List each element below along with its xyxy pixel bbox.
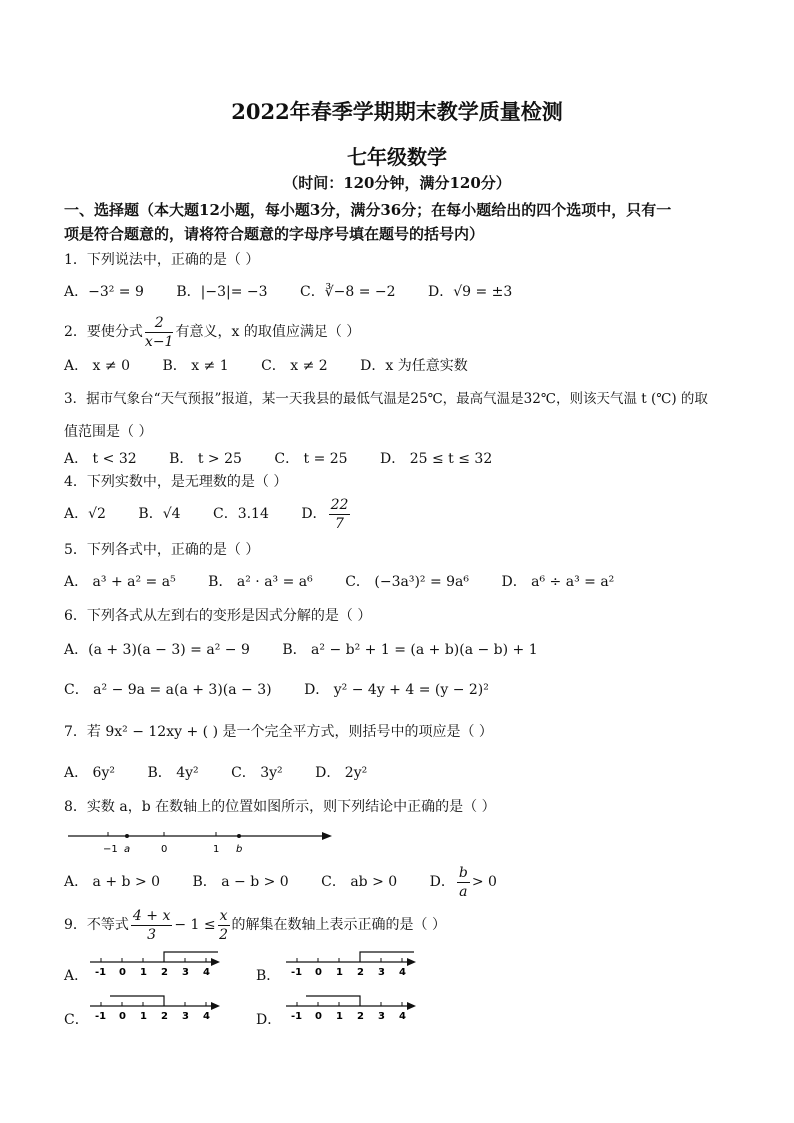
q2-frac-den: x−1 xyxy=(144,333,174,350)
q1-stem: 1．下列说法中，正确的是（ ） xyxy=(64,252,260,268)
q6-option-a[interactable]: A．(a + 3)(a − 3) = a² − 9 xyxy=(64,642,250,658)
q9-stem xyxy=(64,905,446,945)
q9a-tick-label: 4 xyxy=(203,967,210,978)
q8-label-neg1: −1 xyxy=(103,844,118,855)
exam-title: 2022年春季学期期末教学质量检测 xyxy=(231,99,563,124)
q8-stem: 8．实数 a，b 在数轴上的位置如图所示，则下列结论中正确的是（ ） xyxy=(64,799,496,815)
q9c-tick-label: 4 xyxy=(203,1011,210,1022)
q9-frac2-den: 2 xyxy=(219,926,229,943)
q7-stem: 7．若 9x² − 12xy + ( ) 是一个完全平方式，则括号中的项应是（ ） xyxy=(64,724,493,740)
subject-title: 七年级数学 xyxy=(347,145,447,169)
q9a-tick-label: 2 xyxy=(161,967,168,978)
q3-options xyxy=(64,449,520,469)
q6-option-b[interactable]: B． a² − b² + 1 = (a + b)(a − b) + 1 xyxy=(282,642,538,658)
q9-mid: − 1 ≤ xyxy=(174,917,216,933)
q9d-tick-label: 1 xyxy=(336,1011,343,1022)
q9-option-b-label[interactable]: B． xyxy=(256,968,281,984)
q9d-arrow-icon xyxy=(407,1002,416,1010)
q9a-arrow-icon xyxy=(211,958,220,966)
q9b-tick-label: 0 xyxy=(315,967,322,978)
q9-fraction-1 xyxy=(131,907,172,944)
q9a-tick-label: 0 xyxy=(119,967,126,978)
section1-instructions-line2: 项是符合题意的，请将符合题意的字母序号填在题号的括号内） xyxy=(64,225,485,243)
q9-option-d-number-line xyxy=(284,992,424,1024)
q2-fraction xyxy=(145,314,174,351)
q1-option-b[interactable]: B．|−3|= −3 xyxy=(176,284,268,300)
q9b-solution-bracket xyxy=(360,952,414,962)
q5-option-d[interactable]: D． a⁶ ÷ a³ = a² xyxy=(501,574,615,590)
q2-option-b[interactable]: B． x ≠ 1 xyxy=(162,358,229,374)
q9a-tick-label: -1 xyxy=(95,967,107,978)
q4-option-d[interactable] xyxy=(301,496,352,532)
q9c-solution-bracket xyxy=(110,996,164,1006)
q9a-tick-label: 1 xyxy=(140,967,147,978)
q5-option-b[interactable]: B． a² · a³ = a⁶ xyxy=(208,574,313,590)
q4-d-num: 22 xyxy=(330,496,349,513)
q9c-arrow-icon xyxy=(211,1002,220,1010)
q9-stem-post: 的解集在数轴上表示正确的是（ ） xyxy=(231,917,446,933)
q8-option-b[interactable]: B． a − b > 0 xyxy=(192,874,289,890)
q1-option-c[interactable]: C．∛−8 = −2 xyxy=(300,284,396,300)
q8-number-line xyxy=(64,826,344,856)
q2-option-d[interactable]: D．x 为任意实数 xyxy=(360,358,468,374)
q9b-tick-label: 1 xyxy=(336,967,343,978)
q7-option-b[interactable]: B． 4y² xyxy=(147,765,199,781)
section1-instructions-line1: 一、选择题（本大题12小题，每小题3分，满分36分；在每小题给出的四个选项中，只有一 xyxy=(64,201,672,219)
q1-option-a[interactable]: A．−3² = 9 xyxy=(64,284,144,300)
q9-option-c-number-line xyxy=(88,992,228,1024)
q7-option-c[interactable]: C． 3y² xyxy=(231,765,283,781)
q9a-tick-label: 3 xyxy=(182,967,189,978)
q8-option-d-fraction xyxy=(457,864,470,901)
q9c-tick-label: 3 xyxy=(182,1011,189,1022)
q9b-arrow-icon xyxy=(407,958,416,966)
q8-option-c[interactable]: C． ab > 0 xyxy=(321,874,398,890)
q8-d-num: b xyxy=(458,864,468,881)
q9d-solution-bracket xyxy=(306,996,360,1006)
q8-label-b: b xyxy=(236,844,243,855)
q9b-tick-label: 3 xyxy=(378,967,385,978)
q3-option-d[interactable]: D． 25 ≤ t ≤ 32 xyxy=(380,451,493,467)
q9-option-a-label[interactable]: A． xyxy=(64,968,89,984)
q9b-tick-label: -1 xyxy=(291,967,303,978)
q2-stem xyxy=(64,312,360,352)
q9-fraction-2 xyxy=(218,907,230,944)
q9-frac1-num: 4 + x xyxy=(132,907,171,924)
q9d-tick-label: 4 xyxy=(399,1011,406,1022)
q6-options-row1 xyxy=(64,640,566,660)
q9-option-c-label[interactable]: C． xyxy=(64,1012,89,1028)
q9c-tick-label: 1 xyxy=(140,1011,147,1022)
q5-option-a[interactable]: A． a³ + a² = a⁵ xyxy=(64,574,176,590)
q9-stem-pre: 9．不等式 xyxy=(64,917,129,933)
q8-point-a xyxy=(125,834,129,838)
q9c-tick-label: 2 xyxy=(161,1011,168,1022)
q9d-tick-label: 3 xyxy=(378,1011,385,1022)
q9c-tick-label: -1 xyxy=(95,1011,107,1022)
q1-option-d[interactable]: D．√9 = ±3 xyxy=(428,284,513,300)
q3-stem-line2: 值范围是（ ） xyxy=(64,424,153,440)
q8-label-1: 1 xyxy=(213,844,220,855)
q9-option-d-label[interactable]: D． xyxy=(256,1012,282,1028)
q9a-solution-bracket xyxy=(164,952,218,962)
q2-options xyxy=(64,356,496,376)
q8-point-b xyxy=(237,834,241,838)
q2-stem-post: 有意义，x 的取值应满足（ ） xyxy=(175,324,361,340)
q9d-tick-label: -1 xyxy=(291,1011,303,1022)
q8-axis-arrow-icon xyxy=(322,832,332,840)
q8-option-d[interactable] xyxy=(429,864,497,900)
q4-stem: 4．下列实数中，是无理数的是（ ） xyxy=(64,474,288,490)
q4-option-c[interactable]: C．3.14 xyxy=(212,506,269,522)
q8-options xyxy=(64,862,497,902)
q1-options xyxy=(64,282,540,302)
q8-d-den: a xyxy=(459,883,468,900)
q6-option-c[interactable]: C． a² − 9a = a(a + 3)(a − 3) xyxy=(64,682,272,698)
q5-options xyxy=(64,572,642,592)
q9b-tick-label: 4 xyxy=(399,967,406,978)
q7-option-d[interactable]: D． 2y² xyxy=(315,765,368,781)
q8-label-a: a xyxy=(124,844,131,855)
q2-frac-num: 2 xyxy=(145,314,174,333)
q8-label-0: 0 xyxy=(161,844,168,855)
q9-option-a-number-line xyxy=(88,948,228,980)
q7-options xyxy=(64,763,395,783)
q9b-tick-label: 2 xyxy=(357,967,364,978)
q2-option-a[interactable]: A． x ≠ 0 xyxy=(64,358,130,374)
q9-option-b-number-line xyxy=(284,948,424,980)
q4-option-b[interactable]: B．√4 xyxy=(138,506,181,522)
q7-option-a[interactable]: A． 6y² xyxy=(64,765,115,781)
q2-option-c[interactable]: C． x ≠ 2 xyxy=(261,358,328,374)
q9-frac1-den: 3 xyxy=(147,926,157,943)
q2-stem-pre: 2．要使分式 xyxy=(64,324,143,340)
q4-options xyxy=(64,494,352,534)
q5-stem: 5．下列各式中，正确的是（ ） xyxy=(64,542,260,558)
q3-option-b[interactable]: B． t > 25 xyxy=(169,451,242,467)
q4-option-d-fraction xyxy=(329,496,351,533)
q8-option-d-label: D． xyxy=(429,874,455,890)
q9d-tick-label: 2 xyxy=(357,1011,364,1022)
q3-option-a[interactable]: A． t < 32 xyxy=(64,451,137,467)
q4-option-d-label: D． xyxy=(301,506,327,522)
q9c-tick-label: 0 xyxy=(119,1011,126,1022)
q4-option-a[interactable]: A．√2 xyxy=(64,506,106,522)
q9d-tick-label: 0 xyxy=(315,1011,322,1022)
q5-option-c[interactable]: C． (−3a³)² = 9a⁶ xyxy=(345,574,470,590)
time-note: （时间：120分钟，满分120分） xyxy=(283,174,511,192)
q3-option-c[interactable]: C． t = 25 xyxy=(274,451,348,467)
q3-stem-line1: 3．据市气象台“天气预报”报道，某一天我县的最低气温是25℃，最高气温是32℃，则该天气温 t (℃) 的取 xyxy=(64,391,708,407)
q8-option-a[interactable]: A． a + b > 0 xyxy=(64,874,161,890)
q6-options-row2 xyxy=(64,680,517,700)
q6-stem: 6．下列各式从左到右的变形是因式分解的是（ ） xyxy=(64,608,372,624)
q9-frac2-num: x xyxy=(219,907,228,924)
q8-option-d-tail: > 0 xyxy=(471,874,497,890)
q6-option-d[interactable]: D． y² − 4y + 4 = (y − 2)² xyxy=(304,682,489,698)
q4-d-den: 7 xyxy=(335,515,344,532)
